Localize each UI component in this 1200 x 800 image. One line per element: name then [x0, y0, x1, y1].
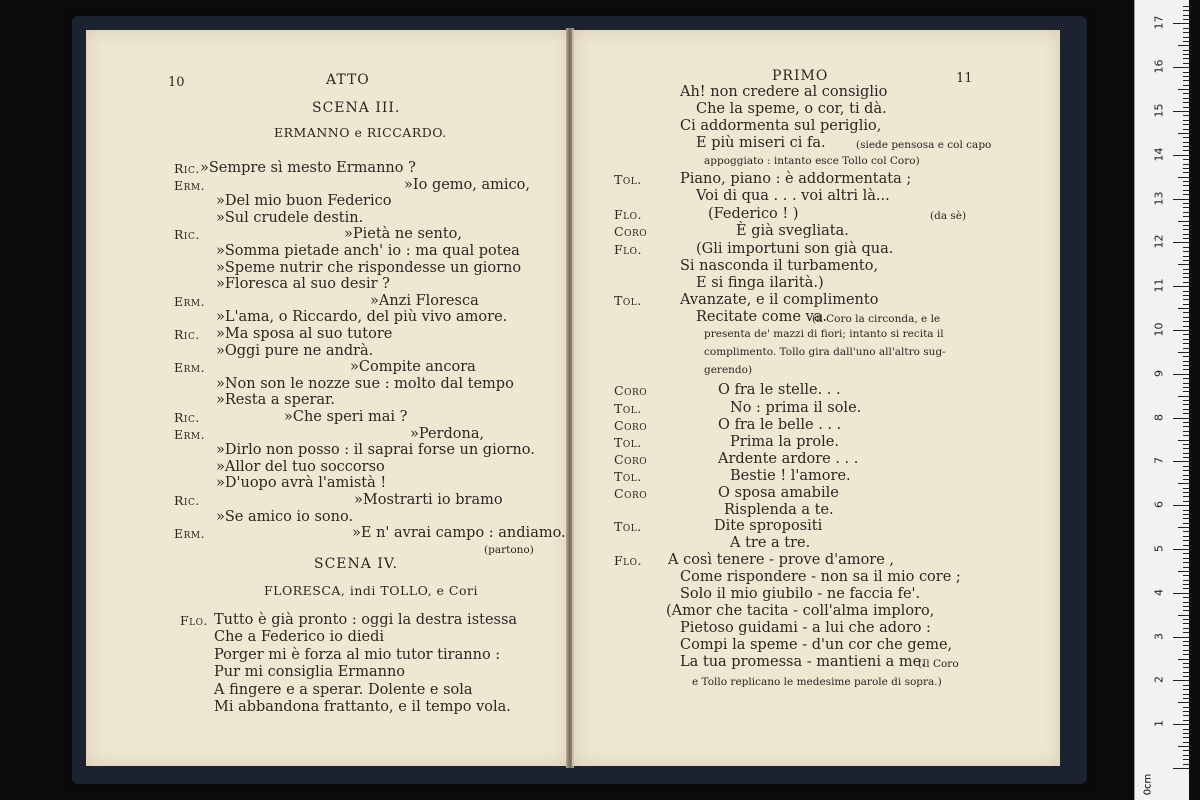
verse-line: Piano, piano : è addormentata ; — [680, 171, 912, 187]
ruler-tick — [1183, 475, 1189, 476]
ruler-tick — [1183, 37, 1189, 38]
verse-line: A fingere e a sperar. Dolente e sola — [214, 681, 473, 698]
ruler-tick — [1183, 588, 1189, 589]
verse-line: »Anzi Floresca — [370, 292, 479, 309]
ruler-tick — [1183, 575, 1189, 576]
ruler-tick — [1183, 107, 1189, 108]
ruler-tick — [1183, 295, 1189, 296]
ruler-tick — [1183, 260, 1189, 261]
verse-line: »Sempre sì mesto Ermanno ? — [200, 160, 416, 176]
speaker-label: Coro — [614, 383, 648, 398]
verse-line: »Floresca al suo desir ? — [216, 276, 390, 293]
ruler-tick — [1183, 321, 1189, 322]
stage-direction: complimento. Tollo gira dall'uno all'altro sug- — [704, 346, 946, 358]
ruler-tick — [1183, 216, 1189, 217]
ruler-tick — [1183, 291, 1189, 292]
ruler-tick — [1178, 89, 1189, 90]
ruler-tick — [1183, 15, 1189, 16]
ruler-tick — [1183, 369, 1189, 370]
ruler-tick — [1183, 225, 1189, 226]
verse-line: »Io gemo, amico, — [404, 176, 530, 193]
verse-line: Solo il mio giubilo - ne faccia fe'. — [680, 586, 921, 602]
ruler-tick — [1183, 409, 1189, 410]
ruler-tick — [1183, 299, 1189, 300]
ruler-tick — [1183, 76, 1189, 77]
ruler-tick — [1183, 72, 1189, 73]
ruler-unit: 0cm — [1142, 773, 1154, 796]
ruler-tick — [1173, 67, 1189, 68]
ruler-tick — [1183, 540, 1189, 541]
ruler-tick — [1183, 85, 1189, 86]
verse-line: Ci addormenta sul periglio, — [680, 118, 882, 134]
verse-line: Risplenda a te. — [724, 502, 834, 518]
ruler-tick — [1178, 746, 1189, 747]
verse-line: Mi abbandona frattanto, e il tempo vola. — [214, 699, 511, 715]
ruler-tick — [1183, 273, 1189, 274]
ruler-tick — [1183, 698, 1189, 699]
ruler-tick — [1183, 536, 1189, 537]
ruler-number: 12 — [1152, 234, 1166, 249]
page-number: 11 — [956, 71, 973, 86]
speaker-label: Tol. — [614, 172, 642, 187]
ruler-tick — [1183, 602, 1189, 603]
verse-line: »Speme nutrir che rispondesse un giorno — [216, 259, 522, 276]
ruler-tick — [1173, 155, 1189, 156]
measurement-ruler — [1134, 0, 1189, 800]
ruler-number: 15 — [1152, 103, 1166, 118]
scene-cast: ERMANNO e RICCARDO. — [274, 125, 447, 140]
ruler-number: 2 — [1152, 676, 1166, 684]
verse-line: Pur mi consiglia Ermanno — [214, 664, 406, 681]
ruler-tick — [1178, 45, 1189, 46]
ruler-tick — [1183, 168, 1189, 169]
speaker-label: Erm. — [174, 293, 206, 309]
ruler-tick — [1173, 549, 1189, 550]
ruler-tick — [1183, 207, 1189, 208]
ruler-tick — [1178, 352, 1189, 353]
ruler-number: 1 — [1152, 720, 1166, 728]
ruler-tick — [1183, 137, 1189, 138]
ruler-tick — [1178, 615, 1189, 616]
ruler-tick — [1183, 50, 1189, 51]
ruler-tick — [1183, 172, 1189, 173]
ruler-tick — [1173, 111, 1189, 112]
speaker-label: Ric. — [174, 410, 200, 425]
verse-line: Porger mi è forza al mio tutor tiranno : — [214, 646, 501, 663]
ruler-tick — [1183, 466, 1189, 467]
speaker-label: Erm. — [174, 177, 206, 193]
verse-line: Che la speme, o cor, ti dà. — [696, 101, 887, 117]
ruler-tick — [1183, 251, 1189, 252]
verse-line: (Amor che tacita - coll'alma imploro, — [666, 603, 935, 619]
ruler-tick — [1183, 654, 1189, 655]
verse-line: »Dirlo non posso : il saprai forse un giorno. — [216, 442, 535, 459]
speaker-label: Flo. — [614, 553, 643, 568]
stage-direction: presenta de' mazzi di fiori; intanto si recita il — [704, 328, 944, 340]
ruler-tick — [1183, 632, 1189, 633]
verse-line: »Oggi pure ne andrà. — [216, 342, 374, 359]
verse-line: »Mostrarti io bramo — [354, 492, 503, 508]
ruler-tick — [1173, 286, 1189, 287]
ruler-tick — [1183, 672, 1189, 673]
ruler-number: 3 — [1152, 632, 1166, 640]
ruler-tick — [1183, 764, 1189, 765]
verse-line: La tua promessa - mantieni a me. — [680, 654, 926, 670]
ruler-tick — [1183, 510, 1189, 511]
ruler-tick — [1183, 685, 1189, 686]
ruler-tick — [1183, 689, 1189, 690]
ruler-tick — [1178, 571, 1189, 572]
ruler-tick — [1183, 234, 1189, 235]
stage-direction: (siede pensosa e col capo — [856, 139, 992, 151]
verse-line: »Ma sposa al suo tutore — [216, 326, 393, 342]
ruler-tick — [1183, 562, 1189, 563]
ruler-tick — [1183, 663, 1189, 664]
ruler-tick — [1183, 650, 1189, 651]
ruler-tick — [1183, 339, 1189, 340]
ruler-number: 8 — [1152, 413, 1166, 421]
verse-line: »Somma pietade anch' io : ma qual potea — [216, 243, 520, 259]
verse-line: O fra le belle . . . — [718, 417, 842, 433]
ruler-tick — [1183, 164, 1189, 165]
ruler-tick — [1183, 422, 1189, 423]
ruler-tick — [1183, 610, 1189, 611]
ruler-tick — [1178, 133, 1189, 134]
speaker-label: Coro — [614, 418, 648, 433]
ruler-tick — [1183, 19, 1189, 20]
ruler-tick — [1183, 448, 1189, 449]
verse-line: Recitate come va. — [696, 309, 827, 325]
ruler-tick — [1183, 457, 1189, 458]
ruler-tick — [1183, 435, 1189, 436]
verse-line: Tutto è già pronto : oggi la destra istessa — [214, 612, 518, 628]
ruler-tick — [1183, 645, 1189, 646]
scene-title: SCENA III. — [312, 100, 401, 116]
ruler-tick — [1183, 667, 1189, 668]
ruler-tick — [1183, 404, 1189, 405]
speaker-label: Tol. — [614, 435, 642, 450]
ruler-tick — [1173, 461, 1189, 462]
verse-line: »Perdona, — [410, 425, 485, 442]
verse-line: Compi la speme - d'un cor che geme, — [680, 637, 953, 653]
ruler-tick — [1183, 729, 1189, 730]
ruler-tick — [1183, 256, 1189, 257]
ruler-tick — [1178, 396, 1189, 397]
speaker-label: Flo. — [180, 613, 209, 628]
ruler-tick — [1183, 212, 1189, 213]
ruler-tick — [1183, 190, 1189, 191]
ruler-tick — [1183, 312, 1189, 313]
speaker-label: Flo. — [614, 207, 643, 222]
verse-line: A così tenere - prove d'amore , — [668, 552, 895, 568]
ruler-tick — [1183, 365, 1189, 366]
stage-direction: (il Coro la circonda, e le — [812, 313, 941, 325]
ruler-number: 10 — [1152, 322, 1166, 337]
ruler-tick — [1183, 63, 1189, 64]
ruler-tick — [1173, 242, 1189, 243]
ruler-number: 16 — [1152, 59, 1166, 74]
stage-direction: appoggiato : intanto esce Tollo col Coro) — [704, 155, 920, 167]
ruler-tick — [1183, 413, 1189, 414]
ruler-tick — [1183, 584, 1189, 585]
ruler-tick — [1183, 277, 1189, 278]
ruler-tick — [1178, 702, 1189, 703]
verse-line: »E n' avrai campo : andiamo. — [352, 525, 566, 542]
ruler-tick — [1173, 768, 1189, 769]
ruler-tick — [1183, 715, 1189, 716]
verse-line: Si nasconda il turbamento, — [680, 258, 879, 274]
ruler-number: 11 — [1152, 278, 1166, 293]
ruler-tick — [1178, 264, 1189, 265]
ruler-tick — [1183, 597, 1189, 598]
verse-line: È già svegliata. — [736, 223, 849, 239]
ruler-tick — [1183, 580, 1189, 581]
ruler-tick — [1183, 282, 1189, 283]
ruler-tick — [1183, 28, 1189, 29]
ruler-tick — [1183, 80, 1189, 81]
ruler-tick — [1183, 676, 1189, 677]
ruler-tick — [1183, 545, 1189, 546]
verse-line: Ah! non credere al consiglio — [680, 84, 888, 100]
speaker-label: Ric. — [174, 161, 200, 176]
stage-direction: (partono) — [484, 544, 534, 556]
ruler-tick — [1183, 501, 1189, 502]
ruler-tick — [1183, 523, 1189, 524]
ruler-tick — [1183, 181, 1189, 182]
ruler-tick — [1183, 317, 1189, 318]
verse-line: O sposa amabile — [718, 485, 839, 501]
ruler-tick — [1183, 400, 1189, 401]
ruler-tick — [1183, 6, 1189, 7]
ruler-tick — [1183, 742, 1189, 743]
ruler-tick — [1173, 637, 1189, 638]
speaker-label: Erm. — [174, 426, 206, 442]
verse-line: E più miseri ci fa. — [696, 135, 826, 151]
ruler-tick — [1178, 483, 1189, 484]
ruler-tick — [1173, 680, 1189, 681]
ruler-tick — [1183, 194, 1189, 195]
verse-line: »Non son le nozze sue : molto dal tempo — [216, 375, 514, 392]
ruler-tick — [1183, 343, 1189, 344]
verse-line: »Resta a sperar. — [216, 392, 335, 409]
verse-line: »Se amico io sono. — [216, 508, 354, 525]
ruler-tick — [1183, 32, 1189, 33]
ruler-tick — [1183, 641, 1189, 642]
verse-line: »Pietà ne sento, — [344, 226, 462, 243]
verse-line: »Che speri mai ? — [284, 409, 408, 425]
scene-title: SCENA IV. — [314, 556, 398, 572]
ruler-tick — [1183, 444, 1189, 445]
speaker-label: Tol. — [614, 519, 642, 534]
ruler-number: 9 — [1152, 369, 1166, 377]
ruler-tick — [1183, 431, 1189, 432]
running-head: PRIMO — [772, 68, 829, 84]
ruler-tick — [1183, 115, 1189, 116]
ruler-tick — [1183, 619, 1189, 620]
verse-line: Voi di qua . . . voi altri là... — [696, 188, 890, 204]
ruler-tick — [1183, 606, 1189, 607]
speaker-label: Coro — [614, 486, 648, 501]
ruler-tick — [1183, 146, 1189, 147]
ruler-tick — [1173, 593, 1189, 594]
ruler-tick — [1183, 470, 1189, 471]
ruler-tick — [1183, 558, 1189, 559]
ruler-tick — [1183, 124, 1189, 125]
ruler-tick — [1183, 361, 1189, 362]
ruler-tick — [1183, 383, 1189, 384]
verse-line: »L'ama, o Riccardo, del più vivo amore. — [216, 309, 508, 326]
speaker-label: Flo. — [614, 242, 643, 257]
ruler-number: 6 — [1152, 501, 1166, 509]
ruler-tick — [1183, 518, 1189, 519]
ruler-tick — [1183, 496, 1189, 497]
verse-line: »Del mio buon Federico — [216, 193, 392, 210]
ruler-tick — [1183, 120, 1189, 121]
verse-line: »Allor del tuo soccorso — [216, 458, 385, 475]
verse-line: No : prima il sole. — [730, 400, 862, 416]
ruler-tick — [1183, 356, 1189, 357]
ruler-tick — [1183, 247, 1189, 248]
ruler-tick — [1183, 733, 1189, 734]
ruler-tick — [1183, 185, 1189, 186]
ruler-tick — [1173, 23, 1189, 24]
stage-direction: e Tollo replicano le medesime parole di sopra.) — [692, 676, 942, 688]
ruler-tick — [1183, 378, 1189, 379]
ruler-tick — [1183, 203, 1189, 204]
ruler-tick — [1183, 391, 1189, 392]
speaker-label: Tol. — [614, 293, 642, 308]
ruler-tick — [1183, 759, 1189, 760]
ruler-tick — [1178, 221, 1189, 222]
ruler-tick — [1183, 150, 1189, 151]
ruler-tick — [1183, 269, 1189, 270]
speaker-label: Tol. — [614, 469, 642, 484]
verse-line: Prima la prole. — [730, 434, 839, 450]
ruler-tick — [1183, 479, 1189, 480]
ruler-tick — [1183, 238, 1189, 239]
verse-line: E si finga ilarità.) — [696, 275, 824, 291]
verse-line: Dite spropositi — [714, 518, 823, 534]
running-head: ATTO — [326, 72, 370, 88]
ruler-tick — [1173, 199, 1189, 200]
ruler-tick — [1183, 102, 1189, 103]
speaker-label: Ric. — [174, 493, 200, 508]
ruler-tick — [1183, 531, 1189, 532]
ruler-tick — [1183, 628, 1189, 629]
ruler-tick — [1183, 54, 1189, 55]
speaker-label: Coro — [614, 224, 648, 239]
ruler-tick — [1183, 387, 1189, 388]
stage-direction: gerendo) — [704, 364, 753, 376]
verse-line: »Compite ancora — [350, 359, 476, 376]
ruler-tick — [1173, 724, 1189, 725]
verse-line: A tre a tre. — [730, 535, 811, 551]
ruler-tick — [1183, 41, 1189, 42]
ruler-tick — [1183, 229, 1189, 230]
ruler-tick — [1173, 418, 1189, 419]
verse-line: Ardente ardore . . . — [718, 451, 859, 467]
ruler-number: 17 — [1152, 15, 1166, 30]
ruler-tick — [1183, 159, 1189, 160]
verse-line: O fra le stelle. . . — [718, 382, 841, 398]
verse-line: Che a Federico io diedi — [214, 629, 385, 646]
speaker-label: Erm. — [174, 360, 206, 376]
left-page — [86, 30, 571, 766]
ruler-tick — [1183, 58, 1189, 59]
speaker-label: Ric. — [174, 227, 200, 243]
verse-line: Pietoso guidami - a lui che adoro : — [680, 620, 931, 636]
ruler-number: 7 — [1152, 457, 1166, 465]
page-number: 10 — [168, 75, 185, 90]
ruler-tick — [1183, 707, 1189, 708]
ruler-tick — [1183, 720, 1189, 721]
ruler-tick — [1183, 492, 1189, 493]
ruler-tick — [1173, 330, 1189, 331]
verse-line: (Gli importuni son già qua. — [696, 241, 894, 257]
ruler-tick — [1178, 308, 1189, 309]
ruler-tick — [1173, 374, 1189, 375]
stage-direction: (Il Coro — [918, 658, 959, 670]
ruler-tick — [1173, 505, 1189, 506]
ruler-tick — [1183, 553, 1189, 554]
right-page — [572, 30, 1060, 766]
ruler-number: 14 — [1152, 147, 1166, 162]
speaker-label: Ric. — [174, 327, 200, 342]
ruler-tick — [1183, 426, 1189, 427]
ruler-tick — [1183, 348, 1189, 349]
ruler-tick — [1183, 10, 1189, 11]
ruler-tick — [1183, 334, 1189, 335]
speaker-label: Tol. — [614, 401, 642, 416]
ruler-tick — [1183, 737, 1189, 738]
ruler-tick — [1183, 750, 1189, 751]
ruler-tick — [1183, 98, 1189, 99]
ruler-tick — [1183, 129, 1189, 130]
verse-line: Avanzate, e il complimento — [680, 292, 879, 308]
ruler-tick — [1183, 755, 1189, 756]
ruler-tick — [1183, 514, 1189, 515]
verse-line: »Sul crudele destin. — [216, 209, 364, 226]
ruler-number: 13 — [1152, 191, 1166, 206]
ruler-tick — [1178, 659, 1189, 660]
verse-line: Bestie ! l'amore. — [730, 468, 851, 484]
ruler-tick — [1183, 142, 1189, 143]
speaker-label: Erm. — [174, 526, 206, 542]
verse-line: »D'uopo avrà l'amistà ! — [216, 475, 387, 492]
stage-direction: (da sè) — [930, 210, 967, 222]
ruler-tick — [1183, 694, 1189, 695]
ruler-tick — [1183, 623, 1189, 624]
ruler-tick — [1178, 527, 1189, 528]
ruler-number: 4 — [1152, 588, 1166, 596]
ruler-tick — [1183, 326, 1189, 327]
ruler-tick — [1183, 453, 1189, 454]
scene-cast: FLORESCA, indi TOLLO, e Cori — [264, 583, 478, 598]
ruler-tick — [1178, 440, 1189, 441]
ruler-tick — [1183, 304, 1189, 305]
ruler-tick — [1183, 93, 1189, 94]
ruler-tick — [1183, 567, 1189, 568]
ruler-tick — [1183, 711, 1189, 712]
speaker-label: Coro — [614, 452, 648, 467]
verse-line: (Federico ! ) — [708, 206, 799, 222]
ruler-number: 5 — [1152, 545, 1166, 552]
ruler-tick — [1178, 177, 1189, 178]
ruler-tick — [1183, 488, 1189, 489]
verse-line: Come rispondere - non sa il mio core ; — [680, 569, 961, 585]
